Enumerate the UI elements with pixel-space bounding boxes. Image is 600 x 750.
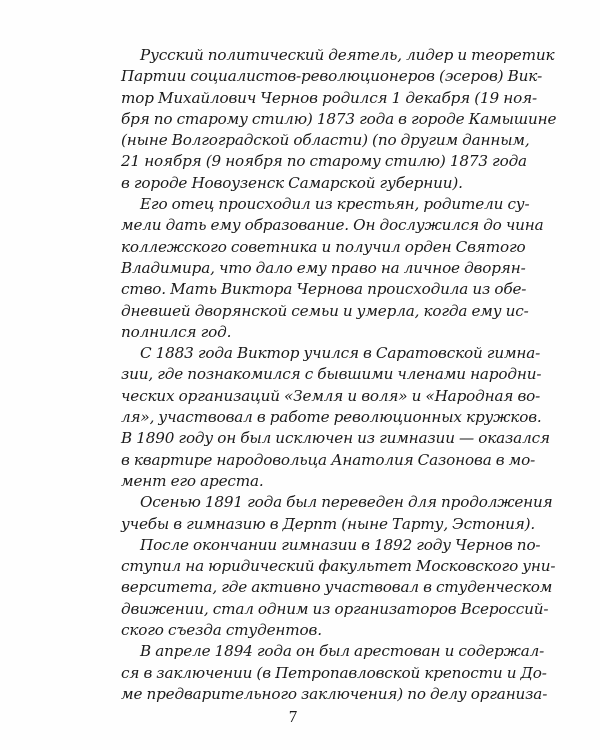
text-line: ство. Мать Виктора Чернова происходила из обе- bbox=[121, 280, 527, 299]
text-line: ступил на юридический факультет Московского уни- bbox=[121, 557, 556, 576]
paragraph-1 bbox=[102, 45, 557, 194]
text-line: Его отец происходил из крестьян, родители су- bbox=[140, 195, 530, 214]
text-line: Русский политический деятель, лидер и теоретик bbox=[140, 46, 555, 64]
text-line: ся в заключении (в Петропавловской крепости и До- bbox=[121, 663, 547, 682]
text-line: движении, стал одним из организаторов Всероссий- bbox=[121, 599, 549, 618]
paragraph-3 bbox=[102, 343, 550, 492]
text-line: 21 ноября (9 ноября по старому стилю) 1873 года bbox=[121, 152, 527, 171]
text-line: тор Михайлович Чернов родился 1 декабря (19 ноя- bbox=[121, 88, 537, 107]
text-line: Владимира, что дало ему право на личное дворян- bbox=[121, 258, 526, 277]
text-line: учебы в гимназию в Дерпт (ныне Тарту, Эстония). bbox=[121, 514, 536, 533]
text-line: верситета, где активно участвовал в студенческом bbox=[121, 578, 553, 597]
text-line: мент его ареста. bbox=[121, 471, 264, 490]
text-line: коллежского советника и получил орден Святого bbox=[121, 237, 526, 256]
text-line: Партии социалистов-революционеров (эсеров) Вик- bbox=[121, 67, 543, 86]
text-line: ческих организаций «Земля и воля» и «Народная во- bbox=[121, 386, 541, 405]
text-line: дневшей дворянской семьи и умерла, когда ему ис- bbox=[121, 301, 529, 320]
paragraph-2 bbox=[102, 194, 544, 343]
text-line: бря по старому стилю) 1873 года в городе Камышине bbox=[121, 109, 557, 128]
text-line: (ныне Волгоградской области) (по другим данным, bbox=[121, 131, 530, 150]
text-line: зии, где познакомился с бывшими членами народни- bbox=[121, 365, 542, 384]
text-line: ля», участвовал в работе революционных кружков. bbox=[121, 408, 542, 427]
text-line: После окончании гимназии в 1892 году Чернов по- bbox=[140, 535, 541, 554]
text-line: В 1890 году он был исключен из гимназии — оказался bbox=[121, 429, 550, 448]
text-line: ме предварительного заключения) по делу организа- bbox=[121, 684, 548, 703]
text-line: в квартире народовольца Анатолия Сазонова в мо- bbox=[121, 450, 536, 469]
text-line: В апреле 1894 года он был арестован и содержал- bbox=[140, 642, 545, 661]
paragraph-6 bbox=[102, 641, 548, 705]
text-line: Осенью 1891 года был переведен для продолжения bbox=[140, 493, 553, 512]
text-line: полнился год. bbox=[121, 322, 232, 341]
paragraph-5 bbox=[102, 535, 556, 641]
page-number: 7 bbox=[288, 707, 298, 726]
text-line: ского съезда студентов. bbox=[121, 621, 322, 640]
paragraph-4 bbox=[102, 492, 553, 535]
text-line: С 1883 года Виктор учился в Саратовской гимна- bbox=[140, 344, 541, 363]
body-text bbox=[102, 45, 557, 705]
text-line: в городе Новоузенск Самарской губернии). bbox=[121, 173, 463, 192]
text-line: мели дать ему образование. Он дослужился до чина bbox=[121, 216, 544, 235]
